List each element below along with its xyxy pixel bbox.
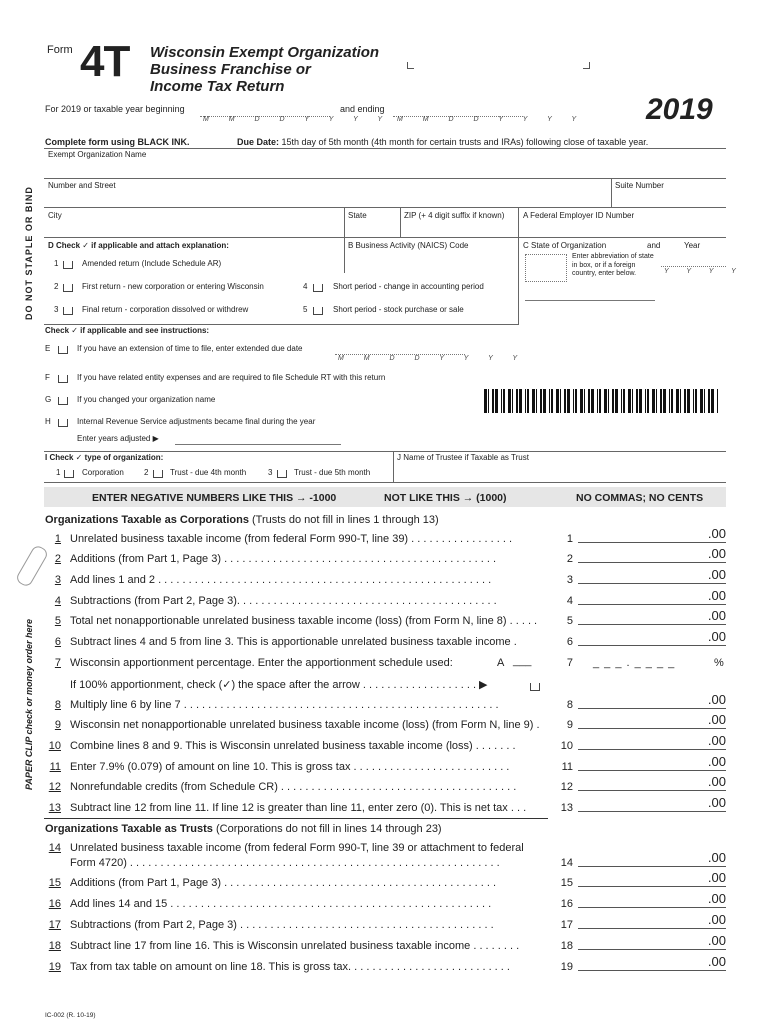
line-17-ref: 17 xyxy=(560,919,573,931)
check-d-1-label: Amended return (Include Schedule AR) xyxy=(82,259,222,268)
line-18-number: 18 xyxy=(48,940,61,952)
cents-suffix: .00 xyxy=(707,608,726,623)
line-7-number: 7 xyxy=(54,657,61,669)
org-type-label: I Check ✓ type of organization: xyxy=(45,453,164,462)
check-h-label: Internal Revenue Service adjustments became final during the year xyxy=(77,417,316,426)
check-d-5-label: Short period - stock purchase or sale xyxy=(333,305,464,314)
cents-suffix: .00 xyxy=(707,546,726,561)
line-7-text: Wisconsin apportionment percentage. Enter the apportionment schedule used: xyxy=(70,657,453,669)
full-apportionment-box[interactable] xyxy=(530,683,540,691)
barcode-bar xyxy=(503,389,505,413)
barcode-bar xyxy=(588,389,590,413)
line-2-number: 2 xyxy=(54,553,61,565)
line-8-ref: 8 xyxy=(566,699,573,711)
barcode-bar xyxy=(695,389,697,413)
line-13-ref: 13 xyxy=(560,802,573,814)
divider xyxy=(44,324,518,325)
cents-suffix: .00 xyxy=(707,588,726,603)
line-8-amount-field[interactable] xyxy=(578,692,726,709)
year-placeholder: Y Y Y Y xyxy=(664,268,744,275)
line-2-amount-field[interactable] xyxy=(578,546,726,563)
street-label: Number and Street xyxy=(48,181,116,190)
line-4-number: 4 xyxy=(54,595,61,607)
cents-suffix: .00 xyxy=(707,850,726,865)
city-label: City xyxy=(48,211,62,220)
divider xyxy=(518,207,519,325)
barcode-bar xyxy=(591,389,594,413)
line-11-text: Enter 7.9% (0.079) of amount on line 10. This is gross tax . . . . . . . . . . . . . . . . . . . . . . . . . . xyxy=(70,761,510,773)
check-d-4[interactable]: 4 xyxy=(303,282,308,291)
cents-suffix: .00 xyxy=(707,795,726,810)
paper-clip-icon xyxy=(15,544,50,588)
extended-date-field[interactable] xyxy=(335,344,465,355)
tax-year-label: For 2019 or taxable year beginning xyxy=(45,104,185,114)
line-6-ref: 6 xyxy=(566,636,573,648)
negative-instruction: ENTER NEGATIVE NUMBERS LIKE THIS → -1000 xyxy=(92,492,337,504)
begin-date-placeholder: M M D D Y Y Y Y xyxy=(203,116,392,123)
line-14-text-cont: Form 4720) . . . . . . . . . . . . . . . . . . . . . . . . . . . . . . . . . . . . . . . . . . . . . . . . . . . . . . . . . . . . . xyxy=(70,857,500,869)
line-13-number: 13 xyxy=(48,802,61,814)
check-d-label: D Check ✓ if applicable and attach explanation: xyxy=(48,241,229,250)
barcode-bar xyxy=(717,389,718,413)
divider xyxy=(518,237,726,238)
org-type-1-label: Corporation xyxy=(82,468,124,477)
line-14-text: Unrelated business taxable income (from federal Form 990-T, line 39 or attachment to federal xyxy=(70,842,524,854)
org-type-3-box[interactable] xyxy=(277,470,287,478)
line-14-number: 14 xyxy=(48,842,61,854)
org-name-field[interactable] xyxy=(44,160,726,178)
divider xyxy=(44,451,726,452)
line-18-ref: 18 xyxy=(560,940,573,952)
org-type-2-num: 2 xyxy=(144,468,149,477)
cents-suffix: .00 xyxy=(707,933,726,948)
line-2-ref: 2 xyxy=(566,553,573,565)
line-9-number: 9 xyxy=(54,719,61,731)
barcode-bar xyxy=(536,389,537,413)
staple-warning: DO NOT STAPLE OR BIND xyxy=(24,186,34,320)
form-title: Wisconsin Exempt Organization Business Franchise or Income Tax Return xyxy=(150,44,380,95)
barcode-bar xyxy=(676,389,679,413)
percent-sign: % xyxy=(714,657,724,669)
line-12-amount-field[interactable] xyxy=(578,774,726,791)
check-e-letter: E xyxy=(45,344,51,353)
barcode-bar xyxy=(597,389,598,413)
cents-suffix: .00 xyxy=(707,870,726,885)
line-1-amount-field[interactable] xyxy=(578,526,726,543)
divider xyxy=(44,818,548,819)
check-instructions: Check ✓ if applicable and see instructions: xyxy=(45,326,210,335)
barcode-bar xyxy=(501,389,502,413)
check-d-4-label: Short period - change in accounting period xyxy=(333,282,484,291)
divider xyxy=(400,207,401,237)
barcode-bar xyxy=(543,389,546,413)
barcode-bar xyxy=(680,389,681,413)
extended-date-placeholder: M M D D Y Y Y Y xyxy=(338,355,527,362)
corner-mark-left xyxy=(407,62,414,69)
paper-clip-note: PAPER CLIP check or money order here xyxy=(24,618,34,790)
check-d-2-box[interactable] xyxy=(63,284,73,292)
barcode-bar xyxy=(632,389,633,413)
barcode-bar xyxy=(599,389,601,413)
state-abbrev-box[interactable] xyxy=(525,254,567,282)
barcode-bar xyxy=(647,389,649,413)
line-3-text: Add lines 1 and 2 . . . . . . . . . . . . . . . . . . . . . . . . . . . . . . . . . . . . . . . . . . . . . . . . . . . . . . . xyxy=(70,574,492,586)
barcode xyxy=(484,389,720,413)
line-12-ref: 12 xyxy=(560,781,573,793)
zip-label: ZIP (+ 4 digit suffix if known) xyxy=(404,211,505,220)
cents-suffix: .00 xyxy=(707,629,726,644)
state-label: State xyxy=(348,211,367,220)
apportionment-a-label: A xyxy=(497,657,505,669)
barcode-bar xyxy=(584,389,585,413)
line-19-number: 19 xyxy=(48,961,61,973)
barcode-bar xyxy=(492,389,494,413)
barcode-bar xyxy=(704,389,705,413)
apportionment-percent-field[interactable]: _ _ _ . _ _ _ _ xyxy=(593,657,676,669)
line-19-text: Tax from tax table on amount on line 18. This is gross tax. . . . . . . . . . . . . . . . . . . . . . . . . . . xyxy=(70,961,510,973)
corner-mark-right xyxy=(583,62,590,69)
cents-suffix: .00 xyxy=(707,733,726,748)
divider xyxy=(44,207,726,208)
line-18-text: Subtract line 17 from line 16. This is Wisconsin unrelated business taxable income . . . . . . . . xyxy=(70,940,520,952)
and-label: and xyxy=(647,241,661,250)
cents-suffix: .00 xyxy=(707,526,726,541)
naics-label: B Business Activity (NAICS) Code xyxy=(348,241,469,250)
line-10-ref: 10 xyxy=(560,740,573,752)
years-adjusted-field[interactable] xyxy=(175,434,341,445)
check-g-letter: G xyxy=(45,395,52,404)
due-date: Due Date: 15th day of 5th month (4th month for certain trusts and IRAs) following close of taxable year. xyxy=(237,137,649,147)
barcode-bar xyxy=(621,389,622,413)
divider xyxy=(393,451,394,482)
org-type-1-box[interactable] xyxy=(64,470,74,478)
line-3-ref: 3 xyxy=(566,574,573,586)
check-e-label: If you have an extension of time to file, enter extended due date xyxy=(77,344,303,353)
check-d-1-box[interactable] xyxy=(63,261,73,269)
cents-suffix: .00 xyxy=(707,567,726,582)
line-6-text: Subtract lines 4 and 5 from line 3. This is apportionable unrelated business taxable income . xyxy=(70,636,517,648)
barcode-bar xyxy=(540,389,542,413)
line-2-text: Additions (from Part 1, Page 3) . . . . . . . . . . . . . . . . . . . . . . . . . . . . . . . . . . . . . . . . . . . . . xyxy=(70,553,497,565)
line-16-text: Add lines 14 and 15 . . . . . . . . . . . . . . . . . . . . . . . . . . . . . . . . . . . . . . . . . . . . . . . . . . . . . xyxy=(70,898,492,910)
check-h-letter: H xyxy=(45,417,51,426)
line-1-text: Unrelated business taxable income (from federal Form 990-T, line 39) . . . . . . . . . . . . . . . . . xyxy=(70,533,513,545)
line-4-text: Subtractions (from Part 2, Page 3). . . . . . . . . . . . . . . . . . . . . . . . . . . . . . . . . . . . . . . . . . . xyxy=(70,595,497,607)
line-6-number: 6 xyxy=(54,636,61,648)
cents-suffix: .00 xyxy=(707,692,726,707)
barcode-bar xyxy=(495,389,498,413)
line-17-text: Subtractions (from Part 2, Page 3) . . . . . . . . . . . . . . . . . . . . . . . . . . . . . . . . . . . . . . . . . . xyxy=(70,919,494,931)
form-id: IC-002 (R. 10-19) xyxy=(45,1012,96,1019)
divider xyxy=(344,207,345,237)
year-label: Year xyxy=(684,241,701,250)
divider xyxy=(611,178,612,207)
check-d-4-box[interactable] xyxy=(313,284,323,292)
fein-label: A Federal Employer ID Number xyxy=(523,211,635,220)
check-f-letter: F xyxy=(45,373,50,382)
barcode-bar xyxy=(556,389,559,413)
corp-section-heading: Organizations Taxable as Corporations (Trusts do not fill in lines 1 through 13) xyxy=(45,514,439,526)
barcode-bar xyxy=(708,389,710,413)
line-17-number: 17 xyxy=(48,919,61,931)
cents-suffix: .00 xyxy=(707,754,726,769)
check-d-3-box[interactable] xyxy=(63,307,73,315)
org-type-3-label: Trust - due 5th month xyxy=(294,468,371,477)
year-field[interactable] xyxy=(661,256,726,267)
line-10-amount-field[interactable] xyxy=(578,733,726,750)
barcode-bar xyxy=(700,389,703,413)
barcode-bar xyxy=(527,389,529,413)
line-8-number: 8 xyxy=(54,699,61,711)
abbrev-note: Enter abbreviation of state in box, or if a foreign country, enter below. xyxy=(572,253,654,277)
line-15-amount-field[interactable] xyxy=(578,870,726,887)
line-10-text: Combine lines 8 and 9. This is Wisconsin unrelated business taxable income (loss) . . . . . . . xyxy=(70,740,516,752)
line-5-number: 5 xyxy=(54,615,61,627)
barcode-bar xyxy=(623,389,625,413)
org-type-2-box[interactable] xyxy=(153,470,163,478)
line-18-amount-field[interactable] xyxy=(578,933,726,950)
line-9-amount-field[interactable] xyxy=(578,712,726,729)
apportionment-schedule-field[interactable]: ___ xyxy=(513,655,532,667)
barcode-bar xyxy=(645,389,646,413)
trust-section-heading: Organizations Taxable as Trusts (Corporations do not fill in lines 14 through 23) xyxy=(45,823,442,835)
barcode-bar xyxy=(615,389,618,413)
not-like-instruction: NOT LIKE THIS → (1000) xyxy=(384,492,507,504)
check-d-2-label: First return - new corporation or entering Wisconsin xyxy=(82,282,264,291)
barcode-bar xyxy=(608,389,609,413)
line-1-number: 1 xyxy=(54,533,61,545)
black-ink-note: Complete form using BLACK INK. xyxy=(45,137,190,147)
line-15-number: 15 xyxy=(48,877,61,889)
barcode-bar xyxy=(671,389,673,413)
barcode-bar xyxy=(575,389,577,413)
barcode-bar xyxy=(532,389,535,413)
line-4-ref: 4 xyxy=(566,595,573,607)
no-commas-instruction: NO COMMAS; NO CENTS xyxy=(576,492,704,504)
divider xyxy=(344,237,345,273)
barcode-bar xyxy=(612,389,614,413)
barcode-bar xyxy=(693,389,694,413)
barcode-bar xyxy=(564,389,566,413)
line-5-ref: 5 xyxy=(566,615,573,627)
line-9-text: Wisconsin net nonapportionable unrelated business taxable income (loss) (from Form N, line 9) . xyxy=(70,719,540,731)
street-field[interactable] xyxy=(44,192,610,206)
cents-suffix: .00 xyxy=(707,891,726,906)
line-14-ref: 14 xyxy=(560,857,573,869)
barcode-bar xyxy=(669,389,670,413)
line-5-amount-field[interactable] xyxy=(578,608,726,625)
check-f-label: If you have related entity expenses and are required to file Schedule RT with this return xyxy=(77,373,386,382)
barcode-bar xyxy=(580,389,583,413)
barcode-bar xyxy=(519,389,522,413)
end-date-placeholder: M M D D Y Y Y Y xyxy=(397,116,586,123)
line-3-amount-field[interactable] xyxy=(578,567,726,584)
check-d-5-box[interactable] xyxy=(313,307,323,315)
tax-year: 2019 xyxy=(646,93,713,126)
line-13-text: Subtract line 12 from line 11. If line 12 is greater than line 11, enter zero (0). This is net tax . . . xyxy=(70,802,527,814)
barcode-bar xyxy=(660,389,662,413)
barcode-bar xyxy=(549,389,550,413)
divider xyxy=(44,178,726,179)
barcode-bar xyxy=(604,389,607,413)
form-number: 4T xyxy=(80,37,130,86)
barcode-bar xyxy=(525,389,526,413)
line-5-text: Total net nonapportionable unrelated business taxable income (loss) (from Form N, line 8) . . . . . xyxy=(70,615,538,627)
barcode-bar xyxy=(684,389,686,413)
check-e-box[interactable] xyxy=(58,346,68,354)
check-d-1[interactable]: 1 xyxy=(54,259,59,268)
divider xyxy=(44,482,726,483)
check-d-3[interactable]: 3 xyxy=(54,305,59,314)
line-16-amount-field[interactable] xyxy=(578,891,726,908)
suite-label: Suite Number xyxy=(615,181,664,190)
foreign-country-field[interactable] xyxy=(525,290,655,301)
line-13-amount-field[interactable] xyxy=(578,795,726,812)
line-8-text: Multiply line 6 by line 7 . . . . . . . . . . . . . . . . . . . . . . . . . . . . . . . . . . . . . . . . . . . . . . . . . . . . xyxy=(70,699,499,711)
barcode-bar xyxy=(656,389,657,413)
org-type-1-num: 1 xyxy=(56,468,61,477)
years-adjusted-label: Enter years adjusted ▶ xyxy=(77,434,159,443)
barcode-bar xyxy=(488,389,489,413)
barcode-bar xyxy=(628,389,631,413)
barcode-bar xyxy=(567,389,570,413)
line-12-number: 12 xyxy=(48,781,61,793)
barcode-bar xyxy=(636,389,638,413)
and-ending-label: and ending xyxy=(340,104,385,114)
check-g-box[interactable] xyxy=(58,397,68,405)
line-4-amount-field[interactable] xyxy=(578,588,726,605)
line-1-ref: 1 xyxy=(566,533,573,545)
line-17-amount-field[interactable] xyxy=(578,912,726,929)
org-type-2-label: Trust - due 4th month xyxy=(170,468,247,477)
check-d-2[interactable]: 2 xyxy=(54,282,59,291)
barcode-bar xyxy=(687,389,690,413)
header-divider xyxy=(44,148,726,149)
barcode-bar xyxy=(560,389,561,413)
line-9-ref: 9 xyxy=(566,719,573,731)
line-15-ref: 15 xyxy=(560,877,573,889)
line-12-text: Nonrefundable credits (from Schedule CR) . . . . . . . . . . . . . . . . . . . . . . . . . . . . . . . . . . . . . . . xyxy=(70,781,517,793)
barcode-bar xyxy=(652,389,655,413)
line-11-number: 11 xyxy=(49,761,61,773)
check-f-box[interactable] xyxy=(58,375,68,383)
line-11-amount-field[interactable] xyxy=(578,754,726,771)
org-type-3-num: 3 xyxy=(268,468,273,477)
line-7b-text: If 100% apportionment, check (✓) the space after the arrow . . . . . . . . . . . . . . . . . . . ▶ xyxy=(70,679,488,691)
check-d-5[interactable]: 5 xyxy=(303,305,308,314)
barcode-bar xyxy=(508,389,511,413)
trustee-label: J Name of Trustee if Taxable as Trust xyxy=(397,453,529,462)
state-org-label: C State of Organization xyxy=(523,241,607,250)
barcode-bar xyxy=(573,389,574,413)
barcode-bar xyxy=(551,389,553,413)
cents-suffix: .00 xyxy=(707,912,726,927)
line-19-amount-field[interactable] xyxy=(578,954,726,971)
form-word: Form xyxy=(47,44,73,56)
cents-suffix: .00 xyxy=(707,954,726,969)
barcode-bar xyxy=(512,389,513,413)
line-6-amount-field[interactable] xyxy=(578,629,726,646)
line-15-text: Additions (from Part 1, Page 3) . . . . . . . . . . . . . . . . . . . . . . . . . . . . . . . . . . . . . . . . . . . . . xyxy=(70,877,497,889)
check-g-label: If you changed your organization name xyxy=(77,395,216,404)
line-7-ref: 7 xyxy=(566,657,573,669)
line-14-amount-field[interactable] xyxy=(578,850,726,867)
check-d-3-label: Final return - corporation dissolved or withdrew xyxy=(82,305,249,314)
line-19-ref: 19 xyxy=(560,961,573,973)
barcode-bar xyxy=(639,389,642,413)
line-16-number: 16 xyxy=(48,898,61,910)
barcode-bar xyxy=(711,389,714,413)
org-name-label: Exempt Organization Name xyxy=(48,150,147,159)
line-10-number: 10 xyxy=(48,740,61,752)
barcode-bar xyxy=(663,389,666,413)
barcode-bar xyxy=(484,389,487,413)
barcode-bar xyxy=(516,389,518,413)
cents-suffix: .00 xyxy=(707,774,726,789)
line-16-ref: 16 xyxy=(560,898,573,910)
check-h-box[interactable] xyxy=(58,419,68,427)
line-11-ref: 11 xyxy=(561,761,573,773)
line-3-number: 3 xyxy=(54,574,61,586)
cents-suffix: .00 xyxy=(707,712,726,727)
